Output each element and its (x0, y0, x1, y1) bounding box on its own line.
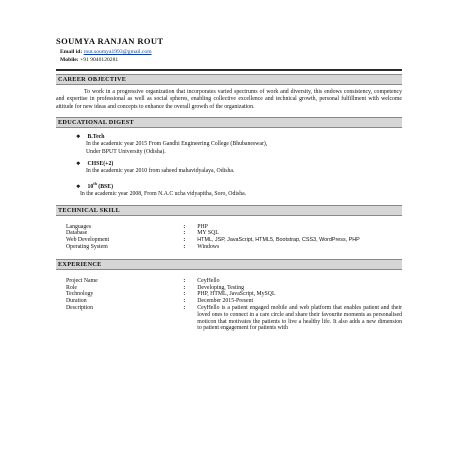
experience-label: Project Name (66, 277, 98, 284)
experience-table (66, 278, 402, 332)
table-row (66, 237, 402, 244)
experience-value: CeyHello (197, 277, 220, 284)
table-row (66, 291, 402, 298)
skill-label: Operating System (66, 243, 108, 250)
experience-label: Duration (66, 298, 87, 305)
table-row (66, 285, 402, 292)
skill-value: Windows (197, 243, 220, 250)
skill-label: Languages (66, 223, 92, 230)
degree-name: CHSE(+2) (87, 160, 114, 167)
separator-colon: : (183, 277, 186, 284)
mobile-line (60, 56, 402, 64)
skills-table (66, 224, 402, 251)
diamond-bullet-icon: ❖ (76, 185, 81, 191)
mobile-number: +91 9040120281 (80, 57, 119, 63)
experience-label: Description (66, 304, 94, 311)
email-line (60, 48, 402, 56)
education-detail: In the academic year 2008, From N.A.C ucha vidyapitha, Soro, Odisha. (80, 191, 247, 198)
experience-value: December 2015-Present (197, 298, 254, 305)
section-experience: EXPERIENCE (56, 259, 402, 270)
experience-value: PHP, HTML, JavaScript, MySQL (197, 291, 276, 298)
email-link[interactable]: rout.soumya1993@gmail.com (83, 49, 152, 55)
education-list (56, 134, 402, 198)
mobile-label: Mobile: (60, 57, 79, 63)
skill-label: Database (66, 230, 88, 237)
table-row (66, 278, 402, 285)
experience-label: Technology (66, 291, 94, 298)
education-item-chse (56, 161, 402, 175)
education-detail: Under BPUT University (Odisha). (86, 148, 166, 155)
skill-value: MY SQL (197, 230, 219, 237)
section-education: EDUCATIONAL DIGEST (56, 117, 402, 128)
separator-colon: : (183, 237, 186, 244)
diamond-bullet-icon: ❖ (76, 135, 81, 141)
separator-colon: : (183, 243, 186, 250)
skill-label: Web Development (66, 237, 110, 244)
header-divider (56, 69, 402, 71)
education-item-btech (56, 134, 402, 156)
degree-name: B.Tech (87, 134, 105, 141)
table-row (66, 305, 402, 332)
experience-label: Role (66, 284, 77, 291)
degree-name: 10th (BSE) (87, 181, 114, 191)
separator-colon: : (183, 291, 186, 298)
section-technical-skill: TECHNICAL SKILL (56, 205, 402, 216)
candidate-name: SOUMYA RANJAN ROUT (56, 36, 164, 46)
section-career-objective: CAREER OBJECTIVE (56, 74, 402, 85)
table-row (66, 244, 402, 251)
table-row (66, 230, 402, 237)
education-item-bse (56, 180, 402, 198)
separator-colon: : (183, 298, 186, 305)
objective-text: To work in a progressive organization that incorporates varied spectrums of work and diversity, this endows consistency, competency and expertise in professional as well as social spheres, enabling collective excellence and technical growth, personal fulfillment with welcome attitude for new ideas and concepts to enhance the overall growth of the organization. (56, 89, 402, 110)
education-detail: In the academic year 2015 From Gandhi Engineering College (Bhubaneswar), (86, 141, 268, 148)
experience-value: Developing, Testing (197, 284, 245, 291)
separator-colon: : (183, 284, 186, 291)
separator-colon: : (183, 304, 186, 311)
email-label: Email id: (60, 49, 83, 55)
education-detail: In the academic year 2010 from saheed mahavidyalaya, Odisha. (86, 168, 235, 175)
separator-colon: : (183, 223, 186, 230)
table-row (66, 298, 402, 305)
separator-colon: : (183, 230, 186, 237)
diamond-bullet-icon: ❖ (76, 161, 81, 167)
resume-page (56, 36, 402, 332)
table-row (66, 224, 402, 231)
skill-value: HTML, JSP, JavaScript, HTML5, Bootstrap, CSS3, WordPress, PHP (197, 237, 360, 244)
skill-value: PHP (197, 223, 208, 230)
experience-description: CeyHello is a patient engaged mobile and web platform that enables patient and their loved ones to connect in a care circle and share their favourite moments as personalised moticon that motivates the patients to live a healthy life. It also adds a new dimension to patient engagement for patients with (197, 304, 402, 332)
